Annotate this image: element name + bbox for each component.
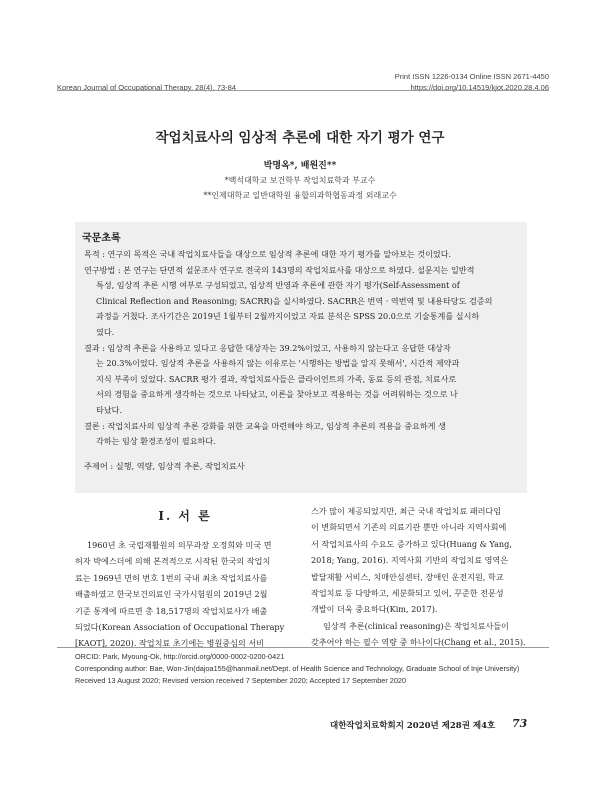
body-line: 배출하였고 한국보건의료인 국가시험원의 2019년 2월 xyxy=(75,589,268,600)
paper-title: 작업치료사의 임상적 추론에 대한 자기 평가 연구 xyxy=(155,130,445,146)
body-line: 서 작업치료사의 수요도 증가하고 있다(Huang & Yang, xyxy=(311,538,512,549)
body-line: 스가 많이 제공되었지만, 최근 국내 작업치료 패러다임 xyxy=(311,506,502,516)
issn-line: Print ISSN 1226-0134 Online ISSN 2671-4450 xyxy=(394,72,549,81)
author-names: 박명옥*, 배원진** xyxy=(263,161,337,171)
section-heading-introduction: Ⅰ. 서 론 xyxy=(158,509,212,523)
abstract-heading: 국문초록 xyxy=(82,233,121,244)
body-line: 개발이 더욱 중요하다(Kim, 2017). xyxy=(311,604,438,615)
abstract-line: 결론 : 작업치료사의 임상적 추론 강화를 위한 교육을 마련해야 하고, 임상적 추론의 적용을 중요하게 생 xyxy=(84,420,446,431)
body-line: 이 변화되면서 기존의 의료기관 뿐만 아니라 지역사회에 xyxy=(311,522,507,533)
body-line: 되었다(Korean Association of Occupational Therapy xyxy=(75,622,285,633)
body-line: 허자 박에스더에 의해 본격적으로 시작된 한국의 작업치 xyxy=(75,556,271,567)
journal-citation: Korean Journal of Occupational Therapy, 28(4), 73-84 xyxy=(57,83,236,92)
abstract-line: 는 20.3%이었다. 임상적 추론을 사용하지 않는 이유로는 '시행하는 방법을 알지 못해서', 시간적 제약과 xyxy=(96,358,460,369)
abstract-line: 특성, 임상적 추론 시행 여부로 구성되었고, 임상적 반영과 추론에 관한 자기 평가(Self-Assessment of xyxy=(96,280,460,291)
doi-line: https://doi.org/10.14519/kjot.2020.28.4.06 xyxy=(410,83,549,92)
footnote-orcid: ORCID: Park, Myoung-Ok, http://orcid.org/0000-0002-0200-0421 xyxy=(75,652,285,661)
body-line: 2018; Yang, 2016). 지역사회 기반의 작업치료 영역은 xyxy=(311,555,509,566)
abstract-line: 타났다. xyxy=(96,404,123,415)
body-line: 갖추어야 하는 필수 역량 중 하나이다(Chang et al., 2015). xyxy=(311,637,526,648)
abstract-line: 연구방법 : 본 연구는 단면적 설문조사 연구로 전국의 143명의 작업치료사를 대상으로 하였다. 설문지는 일반적 xyxy=(84,264,475,275)
affiliation-1: *백석대학교 보건학부 작업치료학과 부교수 xyxy=(224,176,376,185)
abstract-line: 지식 부족이 있었다. SACRR 평가 결과, 작업치료사들은 클라이언트의 가족, 동료 등의 관점, 치료사로 xyxy=(96,373,457,384)
body-line: [KAOT], 2020). 작업치료 초기에는 병원중심의 서비 xyxy=(75,638,264,649)
body-line: 발달재활 서비스, 치매안심센터, 장애인 운전지원, 학교 xyxy=(311,571,504,582)
body-line: 임상적 추론(clinical reasoning)은 작업치료사들이 xyxy=(323,620,509,631)
abstract-line: 서의 경험을 중요하게 생각하는 것으로 나타났고, 이론을 찾아보고 적용하는 것을 어려워하는 것으로 나 xyxy=(96,389,458,400)
footnote-corresponding: Corresponding author: Bae, Won-Jin(dajoa155@hanmail.net/Dept. of Health Science and Technology, Graduate School of Inje University) xyxy=(75,664,520,673)
body-line: 작업치료 등 다양하고, 세분화되고 있어, 꾸준한 전문성 xyxy=(311,588,504,599)
abstract-line: 결과 : 임상적 추론을 사용하고 있다고 응답한 대상자는 39.2%이었고, 사용하지 않는다고 응답한 대상자 xyxy=(84,342,451,353)
journal-footer: 대한작업치료학회지 2020년 제28권 제4호 xyxy=(330,721,496,731)
abstract-line: Clinical Reflection and Reasoning; SACRR)을 실시하였다. SACRR은 번역 · 역번역 및 내용타당도 검증의 xyxy=(96,295,493,306)
body-line: 1960년 초 국립재활원의 의무과장 오정희와 미국 면 xyxy=(87,540,272,550)
body-line: 료는 1969년 면허 번호 1번의 국내 최초 작업치료사를 xyxy=(75,572,268,583)
abstract-body xyxy=(84,247,520,450)
body-line: 기준 통계에 따르면 총 18,517명의 작업치료사가 배출 xyxy=(75,605,268,616)
right-column xyxy=(311,503,529,651)
affiliation-2: **인제대학교 일반대학원 융합의과학협동과정 외래교수 xyxy=(203,191,397,200)
abstract-line: 였다. xyxy=(96,326,115,337)
footnote-received: Received 13 August 2020; Revised version received 7 September 2020; Accepted 17 September 2020 xyxy=(75,676,407,685)
abstract-line: 목적 : 연구의 목적은 국내 작업치료사들을 대상으로 임상적 추론에 대한 자기 평가를 알아보는 것이었다. xyxy=(84,249,452,259)
left-column xyxy=(75,537,295,652)
keywords: 주제어 : 실행, 역량, 임상적 추론, 작업치료사 xyxy=(84,461,245,471)
header-rule xyxy=(57,90,549,91)
page-number: 73 xyxy=(512,717,528,730)
abstract-line: 과정을 거쳤다. 조사기간은 2019년 1월부터 2월까지이었고 자료 분석은 SPSS 20.0으로 기술통계를 실시하 xyxy=(96,311,480,322)
footnote-rule xyxy=(57,647,549,648)
abstract-line: 각하는 임상 환경조성이 필요하다. xyxy=(96,436,216,447)
